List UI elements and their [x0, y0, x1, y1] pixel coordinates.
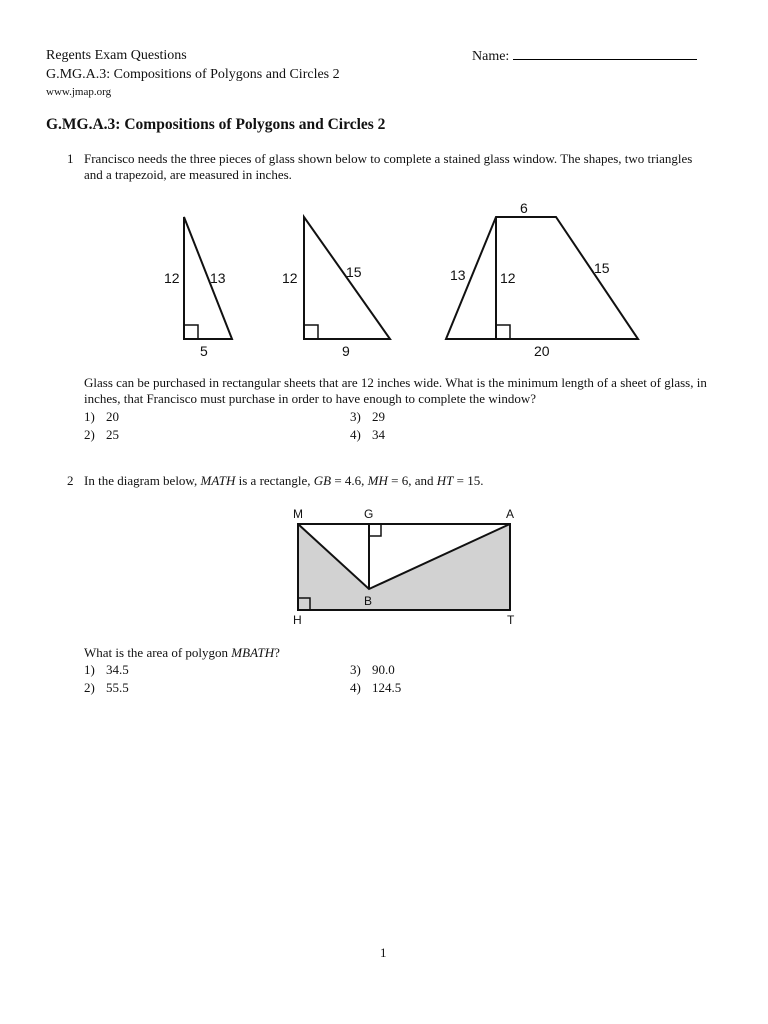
text-part: is a rectangle,	[235, 473, 314, 488]
header-line-1: Regents Exam Questions	[46, 48, 187, 63]
choice-number: 3)	[350, 662, 361, 677]
question-2-figure	[280, 500, 530, 632]
choice-number: 2)	[84, 680, 95, 695]
label-t2-hyp: 15	[346, 264, 362, 280]
text-italic-ht: HT	[436, 473, 454, 488]
label-tz-base: 20	[534, 343, 550, 359]
label-t1-base: 5	[200, 343, 208, 359]
choice-number: 1)	[84, 409, 95, 424]
label-m: M	[293, 507, 303, 521]
q1-choice-2	[84, 427, 119, 443]
header-website: www.jmap.org	[46, 86, 112, 98]
choice-value: 20	[106, 409, 119, 424]
name-label: Name:	[472, 49, 510, 64]
label-h: H	[293, 613, 302, 627]
q1-choice-3	[350, 409, 385, 425]
choice-number: 1)	[84, 662, 95, 677]
right-angle-mark	[304, 325, 318, 339]
text-part: = 15.	[453, 473, 484, 488]
question-2-number: 2	[67, 473, 74, 488]
page-number: 1	[380, 945, 387, 960]
header-line-2: G.MG.A.3: Compositions of Polygons and Circles 2	[46, 67, 340, 82]
question-1-text: Francisco needs the three pieces of glass shown below to complete a stained glass window. The shapes, two triangles and a trapezoid, are measured in inches.	[84, 151, 693, 182]
question-1-followup: Glass can be purchased in rectangular sheets that are 12 inches wide. What is the minimum length of a sheet of glass, in inches, that Francisco must purchase in order to have enough to complete the window?	[84, 375, 707, 406]
choice-number: 4)	[350, 427, 361, 442]
shaded-polygon-mbath	[298, 524, 510, 610]
choice-value: 55.5	[106, 680, 129, 695]
text-part: = 4.6,	[331, 473, 368, 488]
q2-choice-1	[84, 662, 129, 678]
label-t2-leg: 12	[282, 270, 298, 286]
q2-choice-2	[84, 680, 129, 696]
text-italic-math: MATH	[200, 473, 236, 488]
label-a: A	[506, 507, 515, 521]
question-2-text	[84, 473, 704, 489]
label-tz-top: 6	[520, 200, 528, 216]
right-angle-mark	[184, 325, 198, 339]
q1-choice-1	[84, 409, 119, 425]
label-g: G	[364, 507, 374, 521]
text-part: ?	[274, 645, 280, 660]
trapezoid	[446, 217, 638, 339]
text-italic-polygon: MBATH	[231, 645, 275, 660]
text-part: In the diagram below,	[84, 473, 201, 488]
question-1-number: 1	[67, 151, 74, 166]
text-italic-gb: GB	[313, 473, 332, 488]
label-tz-right: 15	[594, 260, 610, 276]
label-t2-base: 9	[342, 343, 350, 359]
choice-value: 34	[372, 427, 385, 442]
question-2-followup	[84, 645, 280, 661]
label-t1-hyp: 13	[210, 270, 226, 286]
text-part: = 6, and	[387, 473, 437, 488]
right-angle-mark	[369, 524, 381, 536]
q2-choice-4	[350, 680, 401, 696]
text-italic-mh: MH	[367, 473, 388, 488]
label-b: B	[364, 594, 373, 608]
label-tz-height: 12	[500, 270, 516, 286]
choice-value: 90.0	[372, 662, 395, 677]
label-t: T	[507, 613, 515, 627]
page-title: G.MG.A.3: Compositions of Polygons and Circles 2	[46, 116, 386, 133]
label-t1-leg: 12	[164, 270, 180, 286]
q1-choice-4	[350, 427, 385, 443]
choice-number: 4)	[350, 680, 361, 695]
name-field	[472, 47, 697, 65]
label-tz-left: 13	[450, 267, 466, 283]
text-part: What is the area of polygon	[84, 645, 232, 660]
choice-value: 34.5	[106, 662, 129, 677]
choice-value: 124.5	[372, 680, 402, 695]
question-1-figure	[150, 195, 650, 365]
name-blank-line	[513, 47, 697, 60]
choice-number: 3)	[350, 409, 361, 424]
right-angle-mark	[496, 325, 510, 339]
q2-choice-3	[350, 662, 395, 678]
choice-number: 2)	[84, 427, 95, 442]
choice-value: 29	[372, 409, 385, 424]
choice-value: 25	[106, 427, 119, 442]
